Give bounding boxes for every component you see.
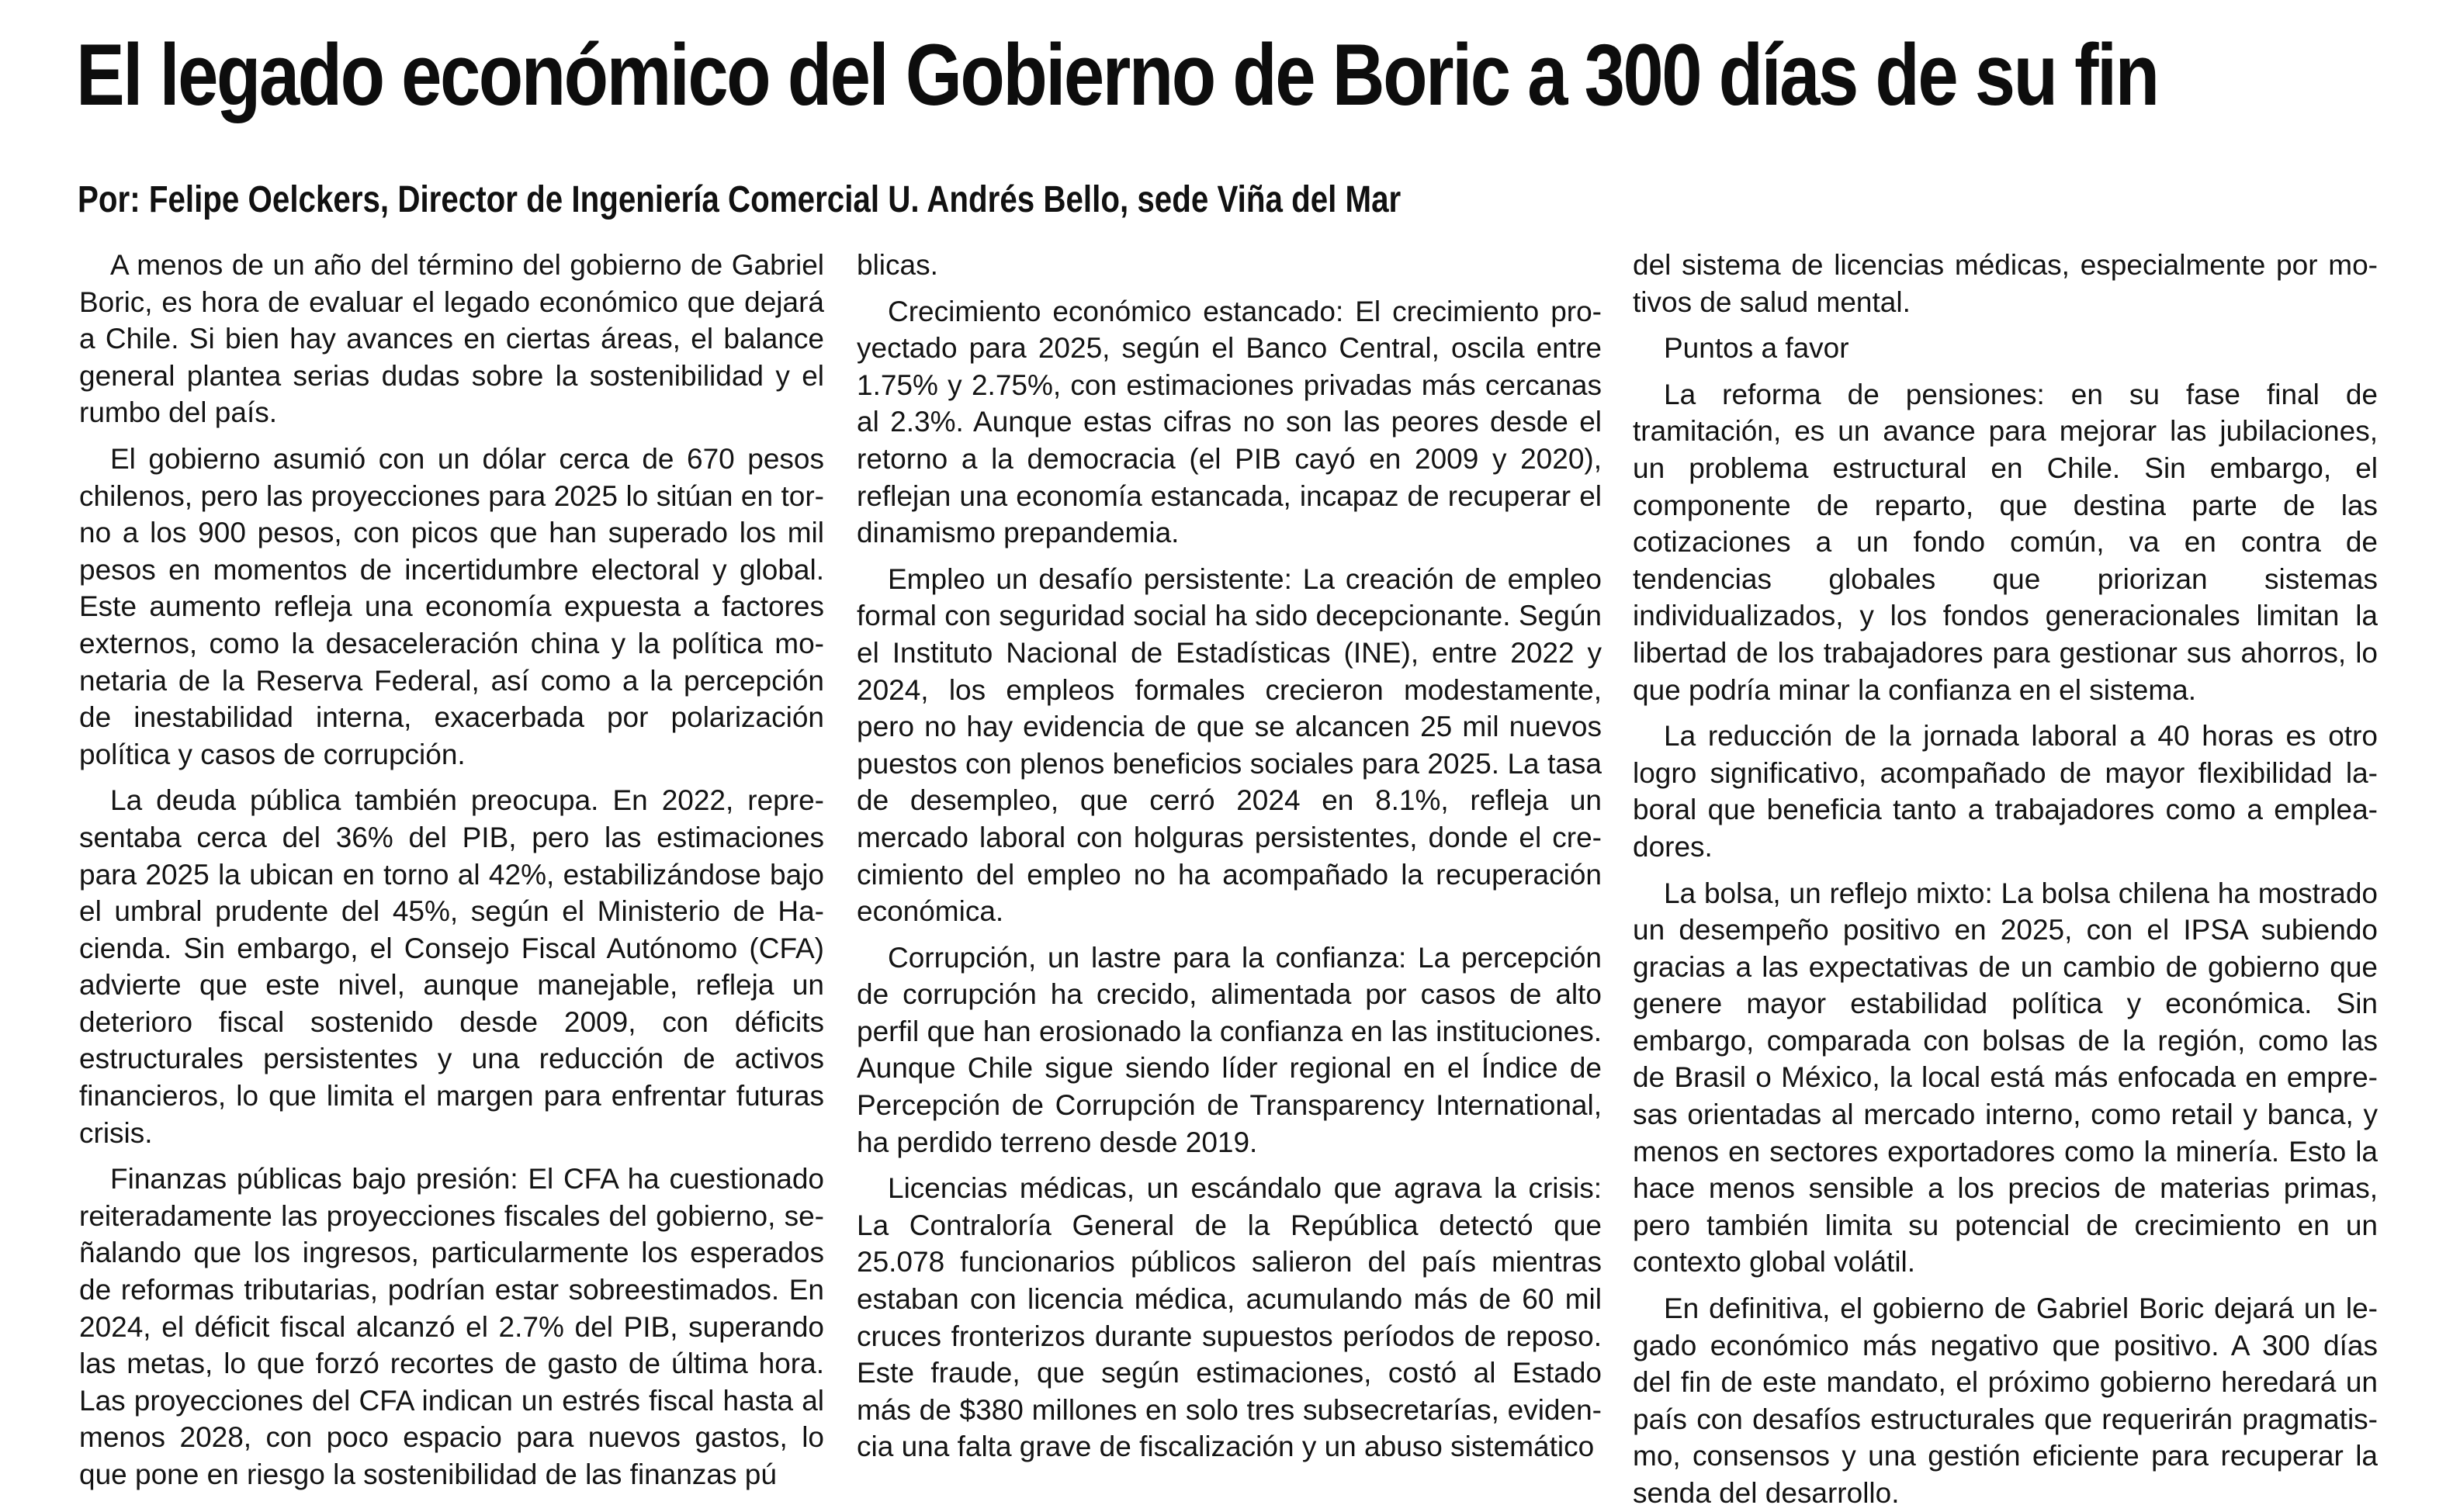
paragraph-continuation: blicas. — [857, 249, 938, 281]
paragraph-public-finances: Finanzas públicas bajo presión: El CFA ha cuestionado reiteradamente las proyecciones fiscales del gobierno, señalando que los ingresos, particularmente los esperados de reformas tributarias, podrían estar sobreestimados. En 2024, el déficit fiscal alcanzó el 2.7% del PIB, superando las metas, lo que forzó recortes de gasto de última hora. Las proyecciones del CFA indican un estrés fiscal hasta al menos 2028, con poco espacio para nuevos gastos, lo que pone en riesgo la sostenibilidad de las finanzas pú — [79, 1163, 824, 1490]
article-column-1 — [79, 247, 824, 1490]
paragraph-medical-licenses: Licencias médicas, un escándalo que agrava la crisis: La Contraloría General de la República detectó que 25.078 funcionarios públicos salieron del país mientras estaban con licencia médica, acumulando más de 60 mil cruces fronterizos durante supuestos períodos de reposo. Este fraude, que según estimaciones, costó al Estado más de $380 millones en solo tres subsecretarías, evidencia una falta grave de fiscalización y un abuso sistemático — [857, 1172, 1602, 1463]
paragraph-economic-growth: Crecimiento económico estancado: El crecimiento proyectado para 2025, según el Banco Central, oscila entre 1.75% y 2.75%, con estimaciones privadas más cercanas al 2.3%. Aunque estas cifras no son las peores desde el retorno a la democracia (el PIB cayó en 2009 y 2020), reflejan una economía estancada, incapaz de recuperar el dinamismo prepandemia. — [857, 295, 1602, 549]
paragraph-public-debt: La deuda pública también preocupa. En 2022, representaba cerca del 36% del PIB, pero las estimaciones para 2025 la ubican en torno al 42%, estabilizándose bajo el umbral prudente del 45%, según el Ministerio de Hacienda. Sin embargo, el Consejo Fiscal Autónomo (CFA) advierte que este nivel, aunque manejable, refleja un deterioro fiscal sostenido desde 2009, con déficits estructurales persistentes y una reducción de activos financieros, lo que limita el margen para enfrentar futuras crisis. — [79, 784, 824, 1149]
article-column-2 — [857, 247, 1602, 1463]
section-heading-puntos-a-favor: Puntos a favor — [1664, 332, 1849, 365]
paragraph-dollar: El gobierno asumió con un dólar cerca de 670 pesos chilenos, pero las proyecciones para 2025 lo sitúan en torno a los 900 pesos, con picos que han superado los mil pesos en momentos de incertidumbre electoral y global. Este aumento refleja una economía expuesta a factores externos, como la desaceleración china y la política monetaria de la Reserva Federal, así como a la percepción de inestabilidad interna, exacerbada por polarización política y casos de corrupción. — [79, 442, 824, 770]
paragraph-employment: Empleo un desafío persistente: La creación de empleo formal con seguridad social ha sido decepcionante. Según el Instituto Nacional de Estadísticas (INE), entre 2022 y 2024, los empleos formales crecieron modestamente, pero no hay evidencia de que se alcancen 25 mil nuevos puestos con plenos beneficios sociales para 2025. La tasa de desempleo, que cerró 2024 en 8.1%, refleja un mercado laboral con holguras persistentes, donde el crecimiento del empleo no ha acompañado la recuperación económica. — [857, 562, 1602, 928]
paragraph-pension-reform: La reforma de pensiones: en su fase final de tramitación, es un avance para mejorar las jubilaciones, un problema estructural en Chile. Sin embargo, el componente de reparto, que destina parte de las cotizaciones a un fondo común, va en contra de tendencias globales que priorizan sistemas individualizados, y los fondos generacionales limitan la libertad de los trabajadores para gestionar sus ahorros, lo que podría minar la confianza en el sistema. — [1633, 378, 2378, 706]
paragraph-stock-market: La bolsa, un reflejo mixto: La bolsa chilena ha mostrado un desempeño positivo en 2025, con el IPSA subiendo gracias a las expectativas de un cambio de gobierno que genere mayor estabilidad política y económica. Sin embargo, comparada con bolsas de la región, como las de Brasil o México, la local está más enfocada en empresas orientadas al mercado interno, como retail y banca, y menos en sectores exportadores como la minería. Esto la hace menos sensible a los precios de materias primas, pero también limita su potencial de crecimiento en un contexto global volátil. — [1633, 877, 2378, 1278]
article-headline: El legado económico del Gobierno de Boric a 300 días de su fin — [76, 26, 2158, 123]
paragraph-work-hours: La reducción de la jornada laboral a 40 horas es otro logro significativo, acompañado de mayor flexibilidad laboral que beneficia tanto a trabajadores como a empleadores. — [1633, 720, 2378, 863]
article-column-3 — [1633, 247, 2378, 1509]
paragraph-corruption: Corrupción, un lastre para la confianza: La percepción de corrupción ha crecido, alimentada por casos de alto perfil que han erosionado la confianza en las instituciones. Aunque Chile sigue siendo líder regional en el Índice de Percepción de Corrupción de Transparency International, ha perdido terreno desde 2019. — [857, 941, 1602, 1158]
paragraph-column-1-intro: A menos de un año del término del gobierno de Gabriel Boric, es hora de evaluar el legado económico que dejará a Chile. Si bien hay avances en ciertas áreas, el balance general plantea serias dudas sobre la sostenibilidad y el rumbo del país. — [79, 249, 824, 429]
paragraph-conclusion: En definitiva, el gobierno de Gabriel Boric dejará un legado económico más negativo que positivo. A 300 días del fin de este mandato, el próximo gobierno heredará un país con desafíos estructurales que requerirán pragmatismo, consensos y una gestión eficiente para recuperar la senda del desarrollo. — [1633, 1292, 2378, 1509]
article-byline: Por: Felipe Oelckers, Director de Ingeniería Comercial U. Andrés Bello, sede Viña del Mar — [78, 179, 1402, 220]
paragraph-continuation-licenses: del sistema de licencias médicas, especialmente por motivos de salud mental. — [1633, 249, 2378, 318]
